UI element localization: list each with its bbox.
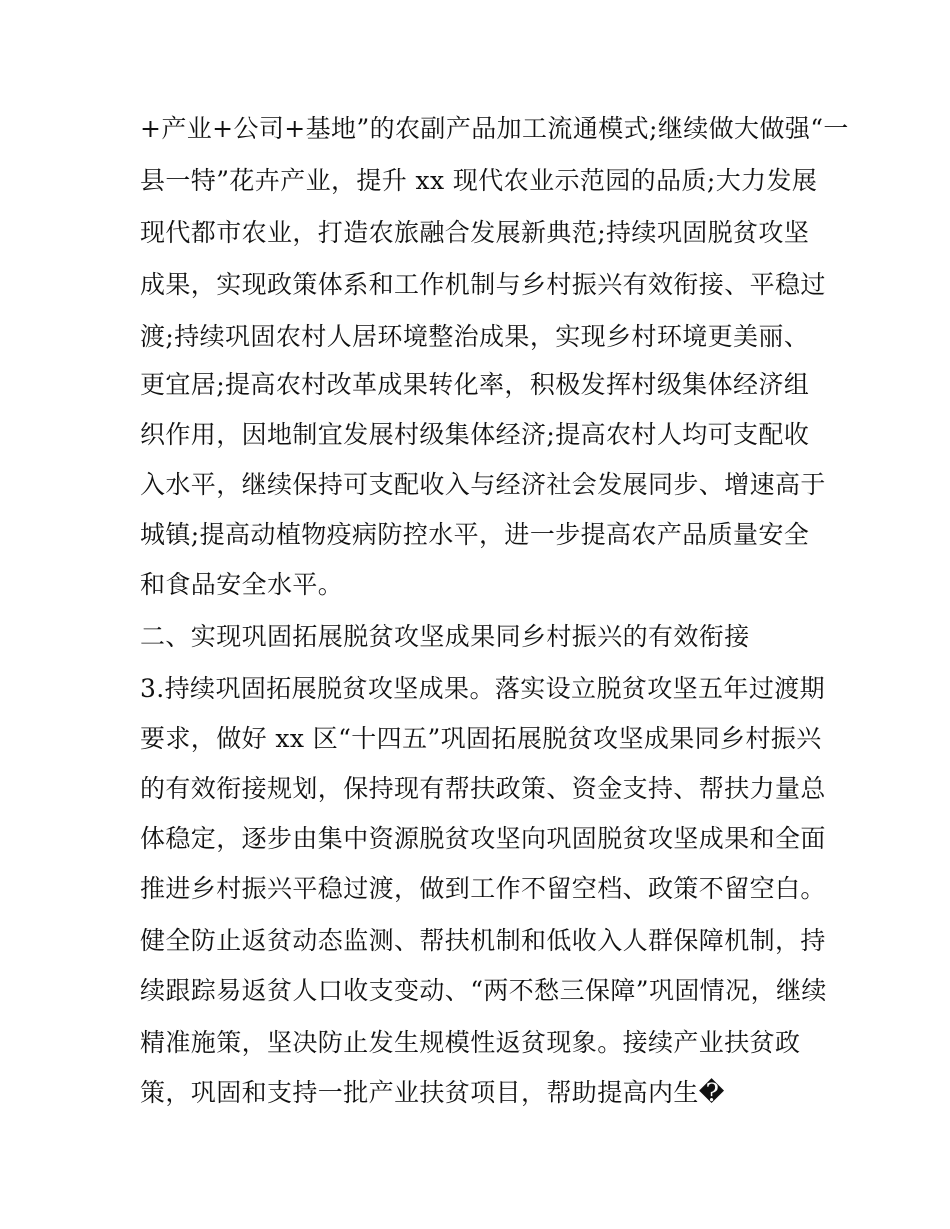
- paragraph-line: 要求，做好 xx 区“十四五”巩固拓展脱贫攻坚成果同乡村振兴: [140, 724, 822, 753]
- paragraph-line: 和食品安全水平。: [140, 570, 344, 599]
- paragraph-line: 县一特”花卉产业，提升 xx 现代农业示范园的品质;大力发展: [140, 166, 818, 195]
- paragraph-line: 的有效衔接规划，保持现有帮扶政策、资金支持、帮扶力量总: [140, 774, 826, 803]
- paragraph-line: 精准施策，坚决防止发生规模性返贫现象。接续产业扶贫政: [140, 1028, 801, 1057]
- section-heading: 二、实现巩固拓展脱贫攻坚成果同乡村振兴的有效衔接: [140, 622, 750, 651]
- paragraph-line: 体稳定，逐步由集中资源脱贫攻坚向巩固脱贫攻坚成果和全面: [140, 824, 826, 853]
- paragraph-line: 城镇;提高动植物疫病防控水平，进一步提高农产品质量安全: [140, 520, 810, 549]
- paragraph-line: 渡;持续巩固农村人居环境整治成果，实现乡村环境更美丽、: [140, 322, 810, 351]
- paragraph-line: 织作用，因地制宜发展村级集体经济;提高农村人均可支配收: [140, 420, 810, 449]
- paragraph-line: 推进乡村振兴平稳过渡，做到工作不留空档、政策不留空白。: [140, 874, 826, 903]
- paragraph-line: 更宜居;提高农村改革成果转化率，积极发挥村级集体经济组: [140, 370, 810, 399]
- paragraph-line: 成果，实现政策体系和工作机制与乡村振兴有效衔接、平稳过: [140, 270, 826, 299]
- paragraph-line: +产业+公司+基地”的农副产品加工流通模式;继续做大做强“一: [140, 114, 849, 143]
- paragraph-line: 现代都市农业，打造农旅融合发展新典范;持续巩固脱贫攻坚: [140, 218, 810, 247]
- paragraph-line: 入水平，继续保持可支配收入与经济社会发展同步、增速高于: [140, 470, 826, 499]
- paragraph-line: 续跟踪易返贫人口收支变动、“两不愁三保障”巩固情况，继续: [140, 976, 827, 1005]
- paragraph-line: 策，巩固和支持一批产业扶贫项目，帮助提高内生�: [140, 1078, 725, 1107]
- paragraph-line: 3.持续巩固拓展脱贫攻坚成果。落实设立脱贫攻坚五年过渡期: [140, 674, 826, 703]
- paragraph-line: 健全防止返贫动态监测、帮扶机制和低收入人群保障机制，持: [140, 926, 826, 955]
